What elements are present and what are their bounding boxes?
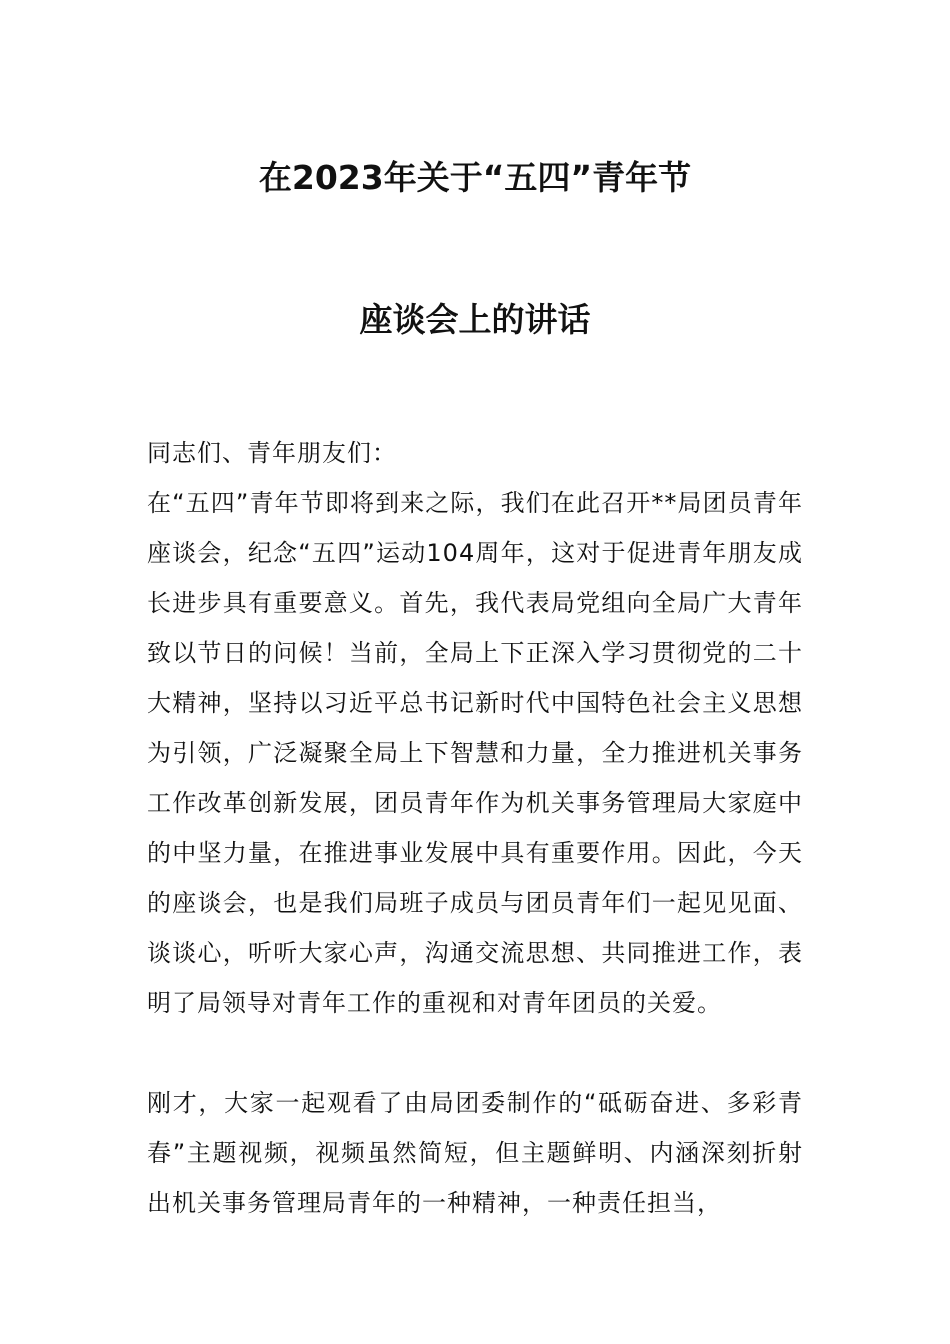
document-title-line-2: 座谈会上的讲话	[359, 300, 591, 339]
body-paragraph-1: 在“五四”青年节即将到来之际，我们在此召开**局团员青年座谈会，纪念“五四”运动104周年，这对于促进青年朋友成长进步具有重要意义。首先，我代表局党组向全局广大青年致以节日的问候！当前，全局上下正深入学习贯彻党的二十大精神，坚持以习近平总书记新时代中国特色社会主义思想为引领，广泛凝聚全局上下智慧和力量，全力推进机关事务工作改革创新发展，团员青年作为机关事务管理局大家庭中的中坚力量，在推进事业发展中具有重要作用。因此，今天的座谈会，也是我们局班子成员与团员青年们一起见见面、谈谈心，听听大家心声，沟通交流思想、共同推进工作，表明了局领导对青年工作的重视和对青年团员的关爱。	[147, 489, 803, 1017]
greeting: 同志们、青年朋友们：	[147, 439, 397, 467]
document-title-line-1: 在2023年关于“五四”青年节	[258, 158, 692, 197]
body-paragraph-2: 刚才，大家一起观看了由局团委制作的“砥砺奋进、多彩青春”主题视频，视频虽然简短，但主题鲜明、内涵深刻折射出机关事务管理局青年的一种精神，一种责任担当，	[147, 1089, 803, 1217]
